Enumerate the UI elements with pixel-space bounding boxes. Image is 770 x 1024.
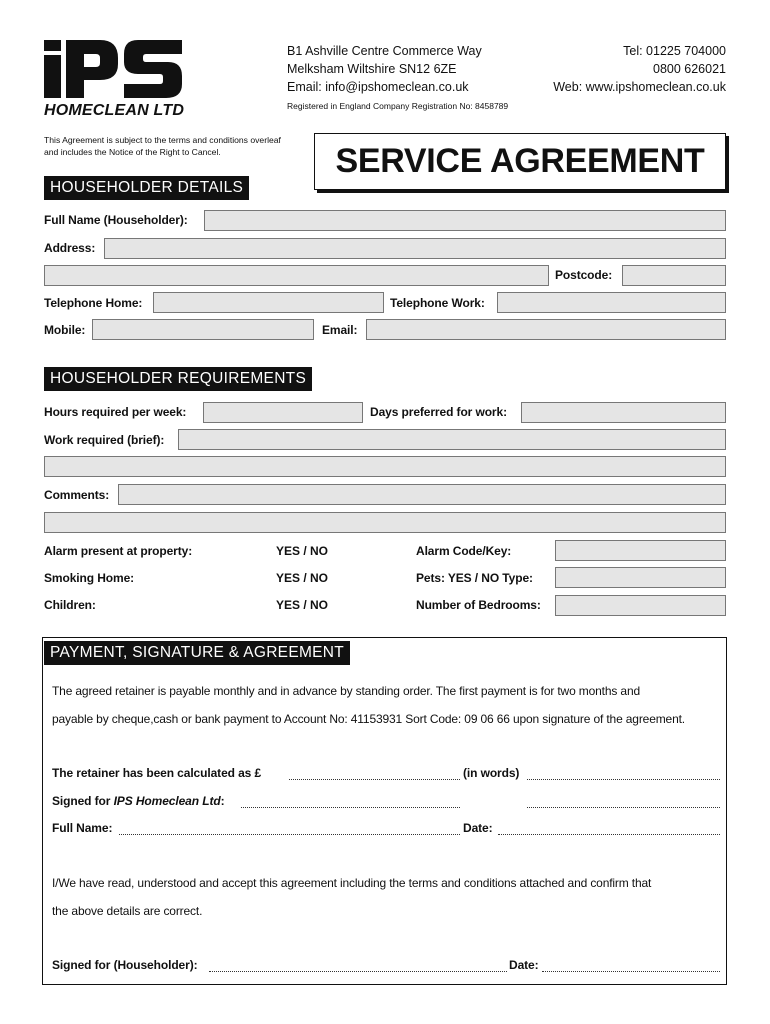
children-yes-no[interactable]: YES / NO: [276, 598, 329, 612]
work-required-field[interactable]: [178, 429, 726, 450]
signed-for-suffix: :: [220, 794, 225, 808]
tel-line: Tel: 01225 704000: [623, 44, 726, 58]
hours-field[interactable]: [203, 402, 363, 423]
alarm-code-label: Alarm Code/Key:: [416, 544, 512, 558]
address-line: B1 Ashville Centre Commerce Way: [287, 44, 482, 58]
postcode-field[interactable]: [622, 265, 726, 286]
date-label: Date:: [463, 821, 493, 835]
full-name-field[interactable]: [204, 210, 726, 231]
title-box: [314, 133, 726, 190]
full-name-label: Full Name (Householder):: [44, 213, 188, 227]
intro-note: This Agreement is subject to the terms and conditions overleaf and includes the Notice of the Right to Cancel.: [44, 135, 281, 157]
hours-label: Hours required per week:: [44, 405, 187, 419]
company-name: HOMECLEAN LTD: [44, 102, 185, 119]
full-name-line[interactable]: [119, 834, 460, 835]
days-field[interactable]: [521, 402, 726, 423]
email-line: Email: info@ipshomeclean.co.uk: [287, 80, 469, 94]
freephone-line: 0800 626021: [653, 62, 726, 76]
acceptance-line2: the above details are correct.: [52, 904, 203, 918]
signed-for-prefix: Signed for: [52, 794, 114, 808]
section-header-payment: PAYMENT, SIGNATURE & AGREEMENT: [44, 641, 350, 665]
work-required-label: Work required (brief):: [44, 433, 165, 447]
payment-terms-line2: payable by cheque,cash or bank payment to Account No: 41153931 Sort Code: 09 06 66 upon signature of the agreement.: [52, 712, 685, 726]
bedrooms-label: Number of Bedrooms:: [416, 598, 541, 612]
bedrooms-field[interactable]: [555, 595, 726, 616]
mobile-label: Mobile:: [44, 323, 86, 337]
registration-note: Registered in England Company Registration No: 8458789: [287, 101, 509, 111]
pets-label: Pets: YES / NO Type:: [416, 571, 533, 585]
address-field[interactable]: [104, 238, 726, 259]
children-label: Children:: [44, 598, 96, 612]
alarm-code-field[interactable]: [555, 540, 726, 561]
web-line: Web: www.ipshomeclean.co.uk: [553, 80, 726, 94]
work-required-field-line2[interactable]: [44, 456, 726, 477]
ips-logo: [42, 38, 184, 100]
comments-field-line2[interactable]: [44, 512, 726, 533]
postcode-label: Postcode:: [555, 268, 613, 282]
full-name-label-payment: Full Name:: [52, 821, 113, 835]
signed-for-company: IPS Homeclean Ltd: [113, 794, 221, 808]
smoking-label: Smoking Home:: [44, 571, 135, 585]
tel-home-label: Telephone Home:: [44, 296, 143, 310]
address-label: Address:: [44, 241, 96, 255]
signed-company-line-2[interactable]: [527, 807, 720, 808]
section-header-householder-requirements: HOUSEHOLDER REQUIREMENTS: [44, 367, 312, 391]
email-label: Email:: [322, 323, 358, 337]
comments-field[interactable]: [118, 484, 726, 505]
signed-householder-line[interactable]: [209, 971, 507, 972]
tel-work-label: Telephone Work:: [390, 296, 485, 310]
section-header-householder-details: HOUSEHOLDER DETAILS: [44, 176, 249, 200]
comments-label: Comments:: [44, 488, 110, 502]
date2-label: Date:: [509, 958, 539, 972]
signed-company-line[interactable]: [241, 807, 460, 808]
retainer-label: The retainer has been calculated as £: [52, 766, 262, 780]
alarm-label: Alarm present at property:: [44, 544, 193, 558]
days-label: Days preferred for work:: [370, 405, 507, 419]
retainer-amount-line[interactable]: [289, 779, 460, 780]
company-contact: [553, 42, 726, 96]
alarm-yes-no[interactable]: YES / NO: [276, 544, 329, 558]
in-words-label: (in words): [463, 766, 520, 780]
date2-line[interactable]: [542, 971, 720, 972]
page-title: SERVICE AGREEMENT: [335, 142, 705, 180]
signed-householder-label: Signed for (Householder):: [52, 958, 198, 972]
company-address: [287, 42, 482, 96]
mobile-field[interactable]: [92, 319, 314, 340]
signed-company-label: [52, 794, 224, 808]
payment-terms-line1: The agreed retainer is payable monthly and in advance by standing order. The first payment is for two months and: [52, 684, 640, 698]
date-line[interactable]: [498, 834, 720, 835]
tel-work-field[interactable]: [497, 292, 726, 313]
address-line: Melksham Wiltshire SN12 6ZE: [287, 62, 457, 76]
smoking-yes-no[interactable]: YES / NO: [276, 571, 329, 585]
acceptance-line1: I/We have read, understood and accept this agreement including the terms and conditions attached and confirm that: [52, 876, 652, 890]
email-field[interactable]: [366, 319, 726, 340]
tel-home-field[interactable]: [153, 292, 384, 313]
address-field-line2[interactable]: [44, 265, 549, 286]
retainer-words-line[interactable]: [527, 779, 720, 780]
pets-type-field[interactable]: [555, 567, 726, 588]
